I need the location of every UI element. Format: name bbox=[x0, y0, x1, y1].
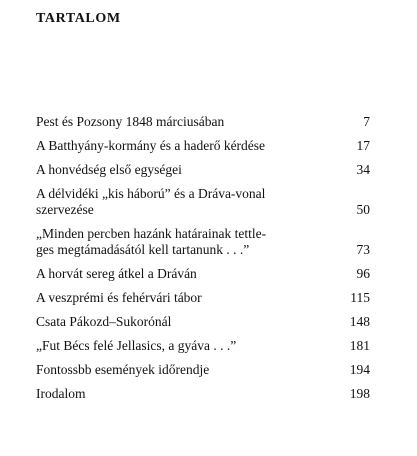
toc-entry-title: A honvédség első egységei bbox=[36, 162, 182, 177]
toc-entry-page-number: 96 bbox=[356, 266, 370, 281]
toc-entry-title: A horvát sereg átkel a Dráván bbox=[36, 266, 197, 281]
toc-entry-title: Csata Pákozd–Sukorónál bbox=[36, 314, 172, 329]
page-title: TARTALOM bbox=[36, 11, 121, 26]
toc-entry-title: A Batthyány-kormány és a haderő kérdése bbox=[36, 138, 266, 153]
toc-entry-page-number: 194 bbox=[349, 362, 370, 377]
toc-entry-title: A délvidéki „kis háború” és a Dráva-vonal szervezése bbox=[36, 186, 266, 217]
toc-entry-title: Pest és Pozsony 1848 márciusában bbox=[36, 114, 225, 129]
toc-entry-page-number: 34 bbox=[356, 162, 370, 177]
toc-entry bbox=[36, 186, 370, 218]
toc-entry bbox=[36, 338, 370, 354]
toc-entry-page-number: 181 bbox=[349, 338, 370, 353]
toc-entry bbox=[36, 114, 370, 130]
toc-entry bbox=[36, 266, 370, 282]
toc-entry bbox=[36, 386, 370, 402]
toc-entry-title: A veszprémi és fehérvári tábor bbox=[36, 290, 202, 305]
table-of-contents bbox=[36, 114, 370, 410]
toc-entry-page-number: 7 bbox=[363, 114, 370, 129]
toc-entry bbox=[36, 138, 370, 154]
toc-entry bbox=[36, 362, 370, 378]
toc-entry-page-number: 17 bbox=[356, 138, 370, 153]
toc-entry bbox=[36, 314, 370, 330]
toc-entry-page-number: 73 bbox=[356, 242, 370, 257]
toc-entry-page-number: 198 bbox=[349, 386, 370, 401]
toc-entry-page-number: 115 bbox=[350, 290, 370, 305]
toc-entry-title: Fontossbb események időrendje bbox=[36, 362, 210, 377]
toc-entry-page-number: 50 bbox=[356, 202, 370, 217]
toc-entry-title: Irodalom bbox=[36, 386, 86, 401]
toc-entry-title: „Fut Bécs felé Jellasics, a gyáva . . .” bbox=[36, 338, 237, 353]
toc-entry-title: „Minden percben hazánk határainak tettle- ges megtámadásától kell tartanunk . . .” bbox=[36, 226, 267, 257]
toc-entry-page-number: 148 bbox=[349, 314, 370, 329]
toc-entry bbox=[36, 162, 370, 178]
toc-entry bbox=[36, 290, 370, 306]
toc-entry bbox=[36, 226, 370, 258]
